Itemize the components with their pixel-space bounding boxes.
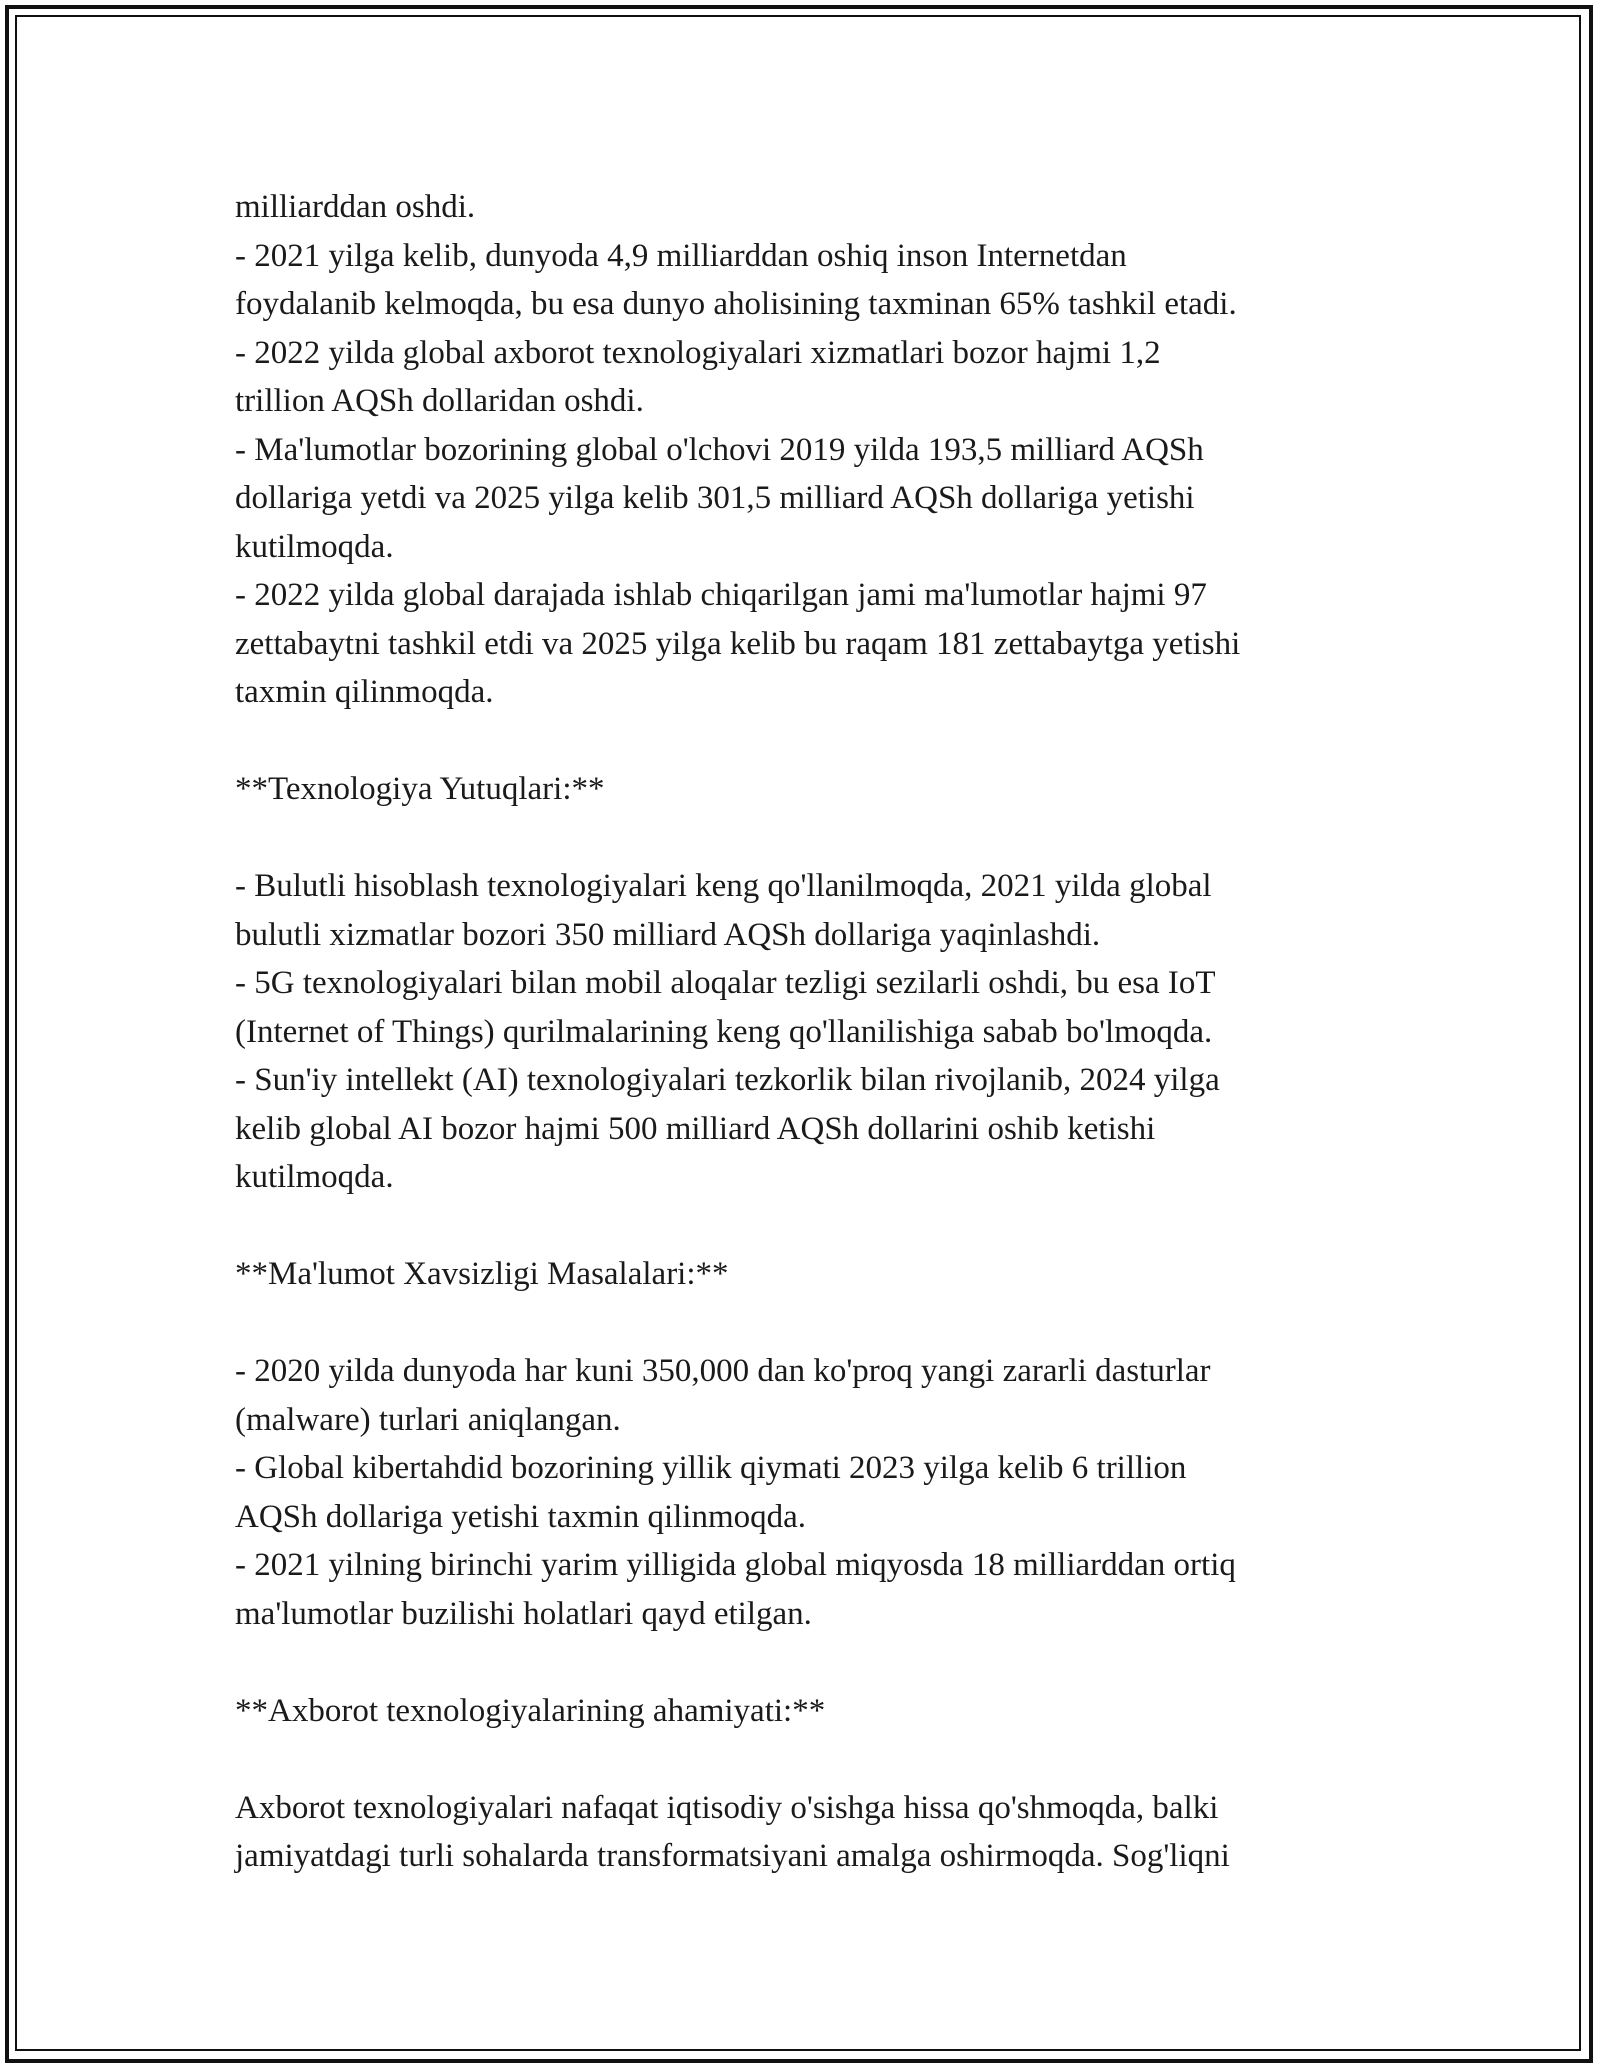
- text-line: foydalanib kelmoqda, bu esa dunyo aholisining taxminan 65% tashkil etadi.: [235, 286, 1237, 322]
- text-line: AQSh dollariga yetishi taxmin qilinmoqda.: [235, 1498, 807, 1535]
- text-line: - 2022 yilda global axborot texnologiyalari xizmatlari bozor hajmi 1,2: [235, 334, 1161, 371]
- text-line: - 2021 yilning birinchi yarim yilligida global miqyosda 18 milliarddan ortiq: [235, 1547, 1236, 1583]
- text-line: - 2021 yilga kelib, dunyoda 4,9 milliarddan oshiq inson Internetdan: [235, 237, 1127, 274]
- text-line: kutilmoqda.: [235, 528, 394, 565]
- text-line: - Ma'lumotlar bozorining global o'lchovi 2019 yilda 193,5 milliard AQSh: [235, 431, 1204, 468]
- text-line: kutilmoqda.: [235, 1159, 394, 1195]
- blank-line: [235, 717, 1385, 766]
- text-line: - Sun'iy intellekt (AI) texnologiyalari tezkorlik bilan rivojlanib, 2024 yilga: [235, 1062, 1220, 1098]
- text-line: jamiyatdagi turli sohalarda transformatsiyani amalga oshirmoqda. Sog'liqni: [235, 1838, 1230, 1874]
- blank-line: [235, 814, 1385, 863]
- text-line: bulutli xizmatlar bozori 350 milliard AQSh dollariga yaqinlashdi.: [235, 916, 1101, 953]
- text-line: dollariga yetdi va 2025 yilga kelib 301,5 milliard AQSh dollariga yetishi: [235, 480, 1195, 516]
- text-line: milliarddan oshdi.: [235, 189, 476, 225]
- text-line: **Ma'lumot Xavsizligi Masalalari:**: [235, 1256, 729, 1292]
- document-body: [235, 183, 1385, 1881]
- blank-line: [235, 1299, 1385, 1348]
- text-line: **Axborot texnologiyalarining ahamiyati:**: [235, 1692, 826, 1729]
- text-line: - Bulutli hisoblash texnologiyalari keng qo'llanilmoqda, 2021 yilda global: [235, 868, 1212, 904]
- text-line: - 5G texnologiyalari bilan mobil aloqalar tezligi sezilarli oshdi, bu esa IoT: [235, 965, 1216, 1001]
- blank-line: [235, 1202, 1385, 1251]
- text-line: zettabaytni tashkil etdi va 2025 yilga kelib bu raqam 181 zettabaytga yetishi: [235, 625, 1241, 662]
- blank-line: [235, 1638, 1385, 1687]
- text-line: ma'lumotlar buzilishi holatlari qayd etilgan.: [235, 1595, 812, 1632]
- text-line: trillion AQSh dollaridan oshdi.: [235, 383, 644, 419]
- text-line: Axborot texnologiyalari nafaqat iqtisodiy o'sishga hissa qo'shmoqda, balki: [235, 1789, 1219, 1826]
- blank-line: [235, 1735, 1385, 1784]
- text-line: - 2020 yilda dunyoda har kuni 350,000 dan ko'proq yangi zararli dasturlar: [235, 1353, 1211, 1389]
- text-line: (malware) turlari aniqlangan.: [235, 1401, 621, 1438]
- text-line: **Texnologiya Yutuqlari:**: [235, 771, 605, 807]
- text-line: (Internet of Things) qurilmalarining keng qo'llanilishiga sabab bo'lmoqda.: [235, 1013, 1213, 1050]
- text-line: taxmin qilinmoqda.: [235, 674, 494, 710]
- text-line: kelib global AI bozor hajmi 500 milliard AQSh dollarini oshib ketishi: [235, 1110, 1156, 1147]
- text-line: - 2022 yilda global darajada ishlab chiqarilgan jami ma'lumotlar hajmi 97: [235, 577, 1207, 613]
- text-line: - Global kibertahdid bozorining yillik qiymati 2023 yilga kelib 6 trillion: [235, 1450, 1187, 1486]
